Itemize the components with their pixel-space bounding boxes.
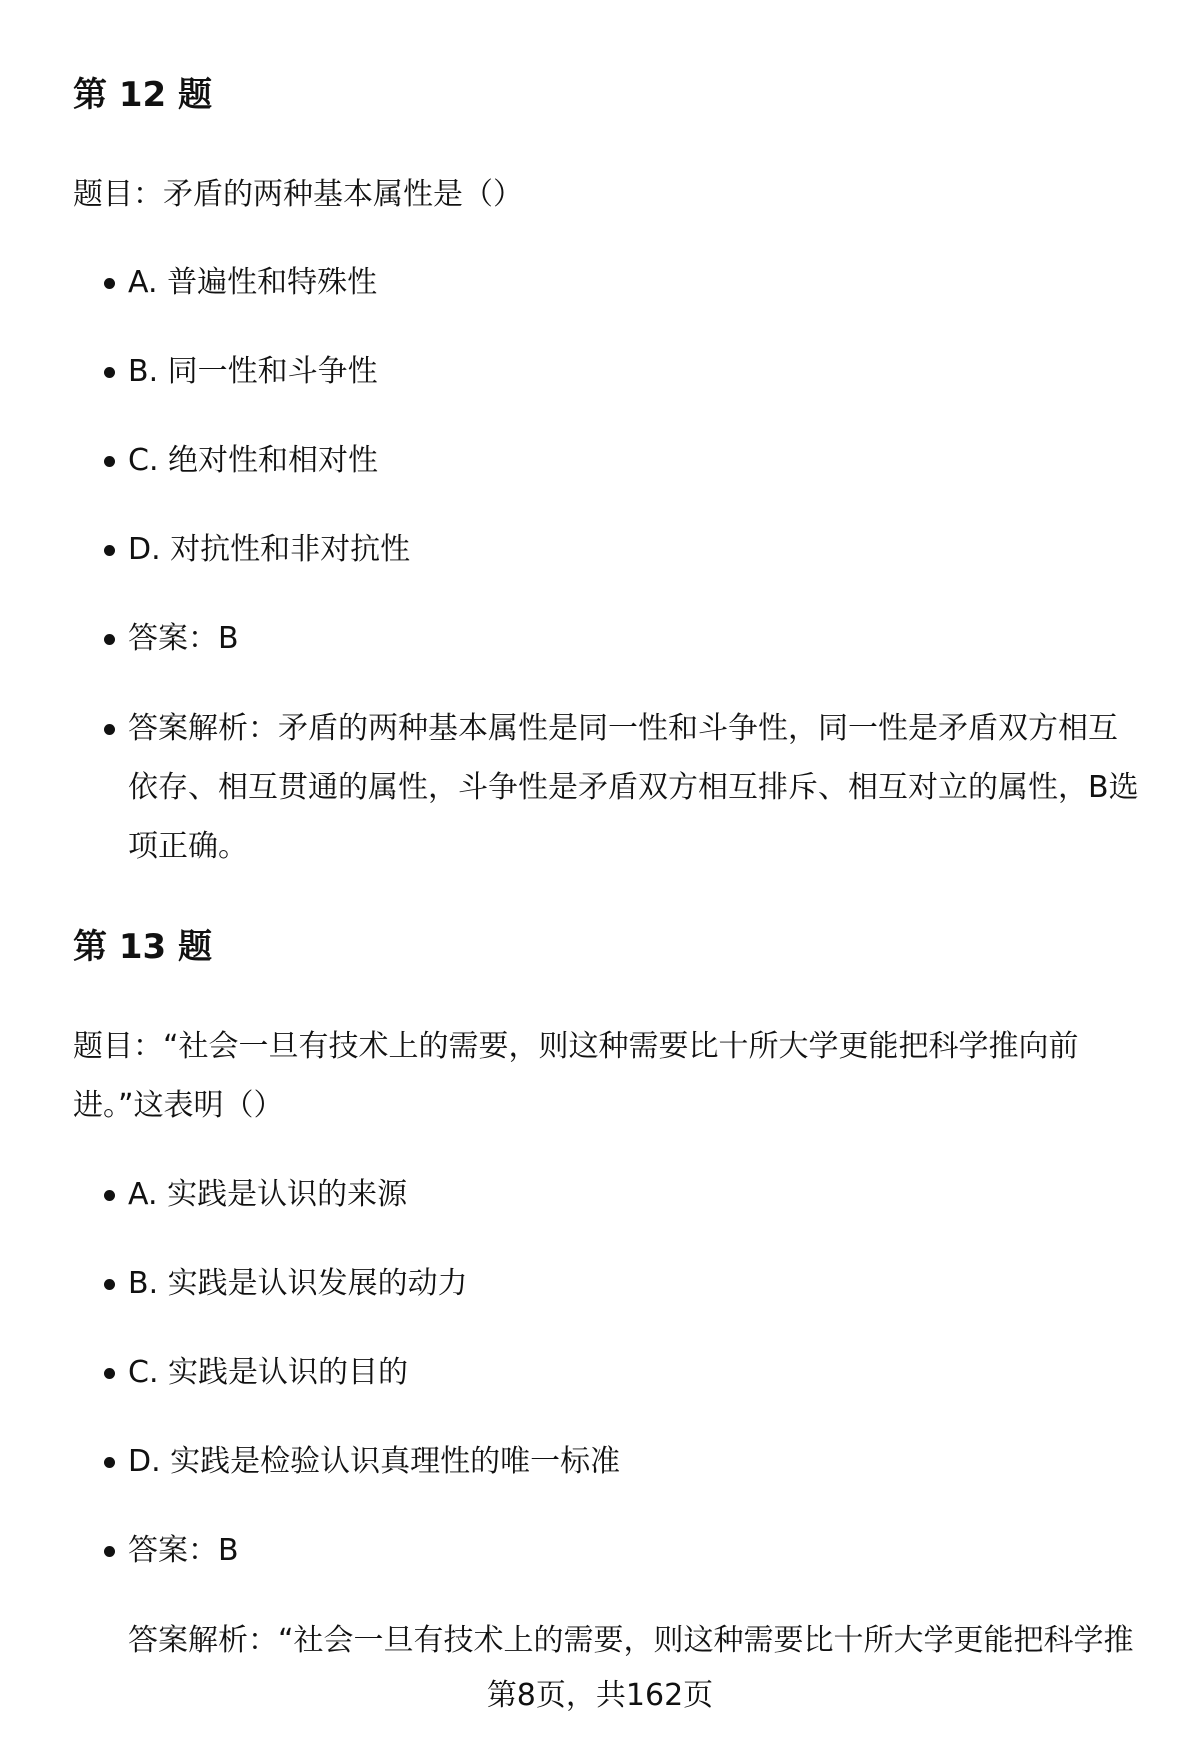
question-12-answer [128, 609, 1143, 668]
answer-text: 答案：B [128, 621, 239, 656]
question-13-title: 第 13 题 [73, 927, 212, 967]
question-13-option-d [128, 1432, 1143, 1491]
bullet-icon [104, 367, 115, 378]
question-13-analysis [128, 1611, 1143, 1670]
answer-text: 答案：B [128, 1533, 239, 1568]
question-12-title: 第 12 题 [73, 75, 212, 115]
question-13-stem: 题目：“社会一旦有技术上的需要，则这种需要比十所大学更能把科学推向前进。”这表明（） [73, 1029, 1079, 1123]
bullet-icon [104, 545, 115, 556]
question-12-option-c [128, 431, 1143, 490]
bullet-icon [104, 634, 115, 645]
page-footer: 第8页，共162页 [486, 1678, 714, 1713]
option-text: D. 实践是检验认识真理性的唯一标准 [128, 1444, 621, 1479]
analysis-text: 答案解析：矛盾的两种基本属性是同一性和斗争性，同一性是矛盾双方相互依存、相互贯通的属性，斗争性是矛盾双方相互排斥、相互对立的属性，B选项正确。 [128, 711, 1139, 864]
bullet-icon [104, 1546, 115, 1557]
bullet-icon [104, 1279, 115, 1290]
option-text: B. 实践是认识发展的动力 [128, 1266, 468, 1301]
option-text: A. 普遍性和特殊性 [128, 265, 378, 300]
option-text: B. 同一性和斗争性 [128, 354, 378, 389]
bullet-icon [104, 1190, 115, 1201]
question-13-option-c [128, 1343, 1143, 1402]
question-12-option-d [128, 520, 1143, 579]
question-13-answer [128, 1521, 1143, 1580]
question-12-option-b [128, 342, 1143, 401]
question-13-option-a [128, 1165, 1143, 1224]
option-text: C. 实践是认识的目的 [128, 1355, 409, 1390]
analysis-text: 答案解析：“社会一旦有技术上的需要，则这种需要比十所大学更能把科学推 [128, 1623, 1134, 1658]
option-text: C. 绝对性和相对性 [128, 443, 379, 478]
bullet-icon [104, 724, 115, 735]
question-12-stem: 题目：矛盾的两种基本属性是（） [73, 177, 523, 212]
bullet-icon [104, 278, 115, 289]
bullet-icon [104, 1457, 115, 1468]
option-text: A. 实践是认识的来源 [128, 1177, 408, 1212]
bullet-icon [104, 456, 115, 467]
question-12-analysis [128, 699, 1143, 876]
question-13-option-b [128, 1254, 1143, 1313]
bullet-icon [104, 1368, 115, 1379]
option-text: D. 对抗性和非对抗性 [128, 532, 411, 567]
question-12-option-a [128, 253, 1143, 312]
